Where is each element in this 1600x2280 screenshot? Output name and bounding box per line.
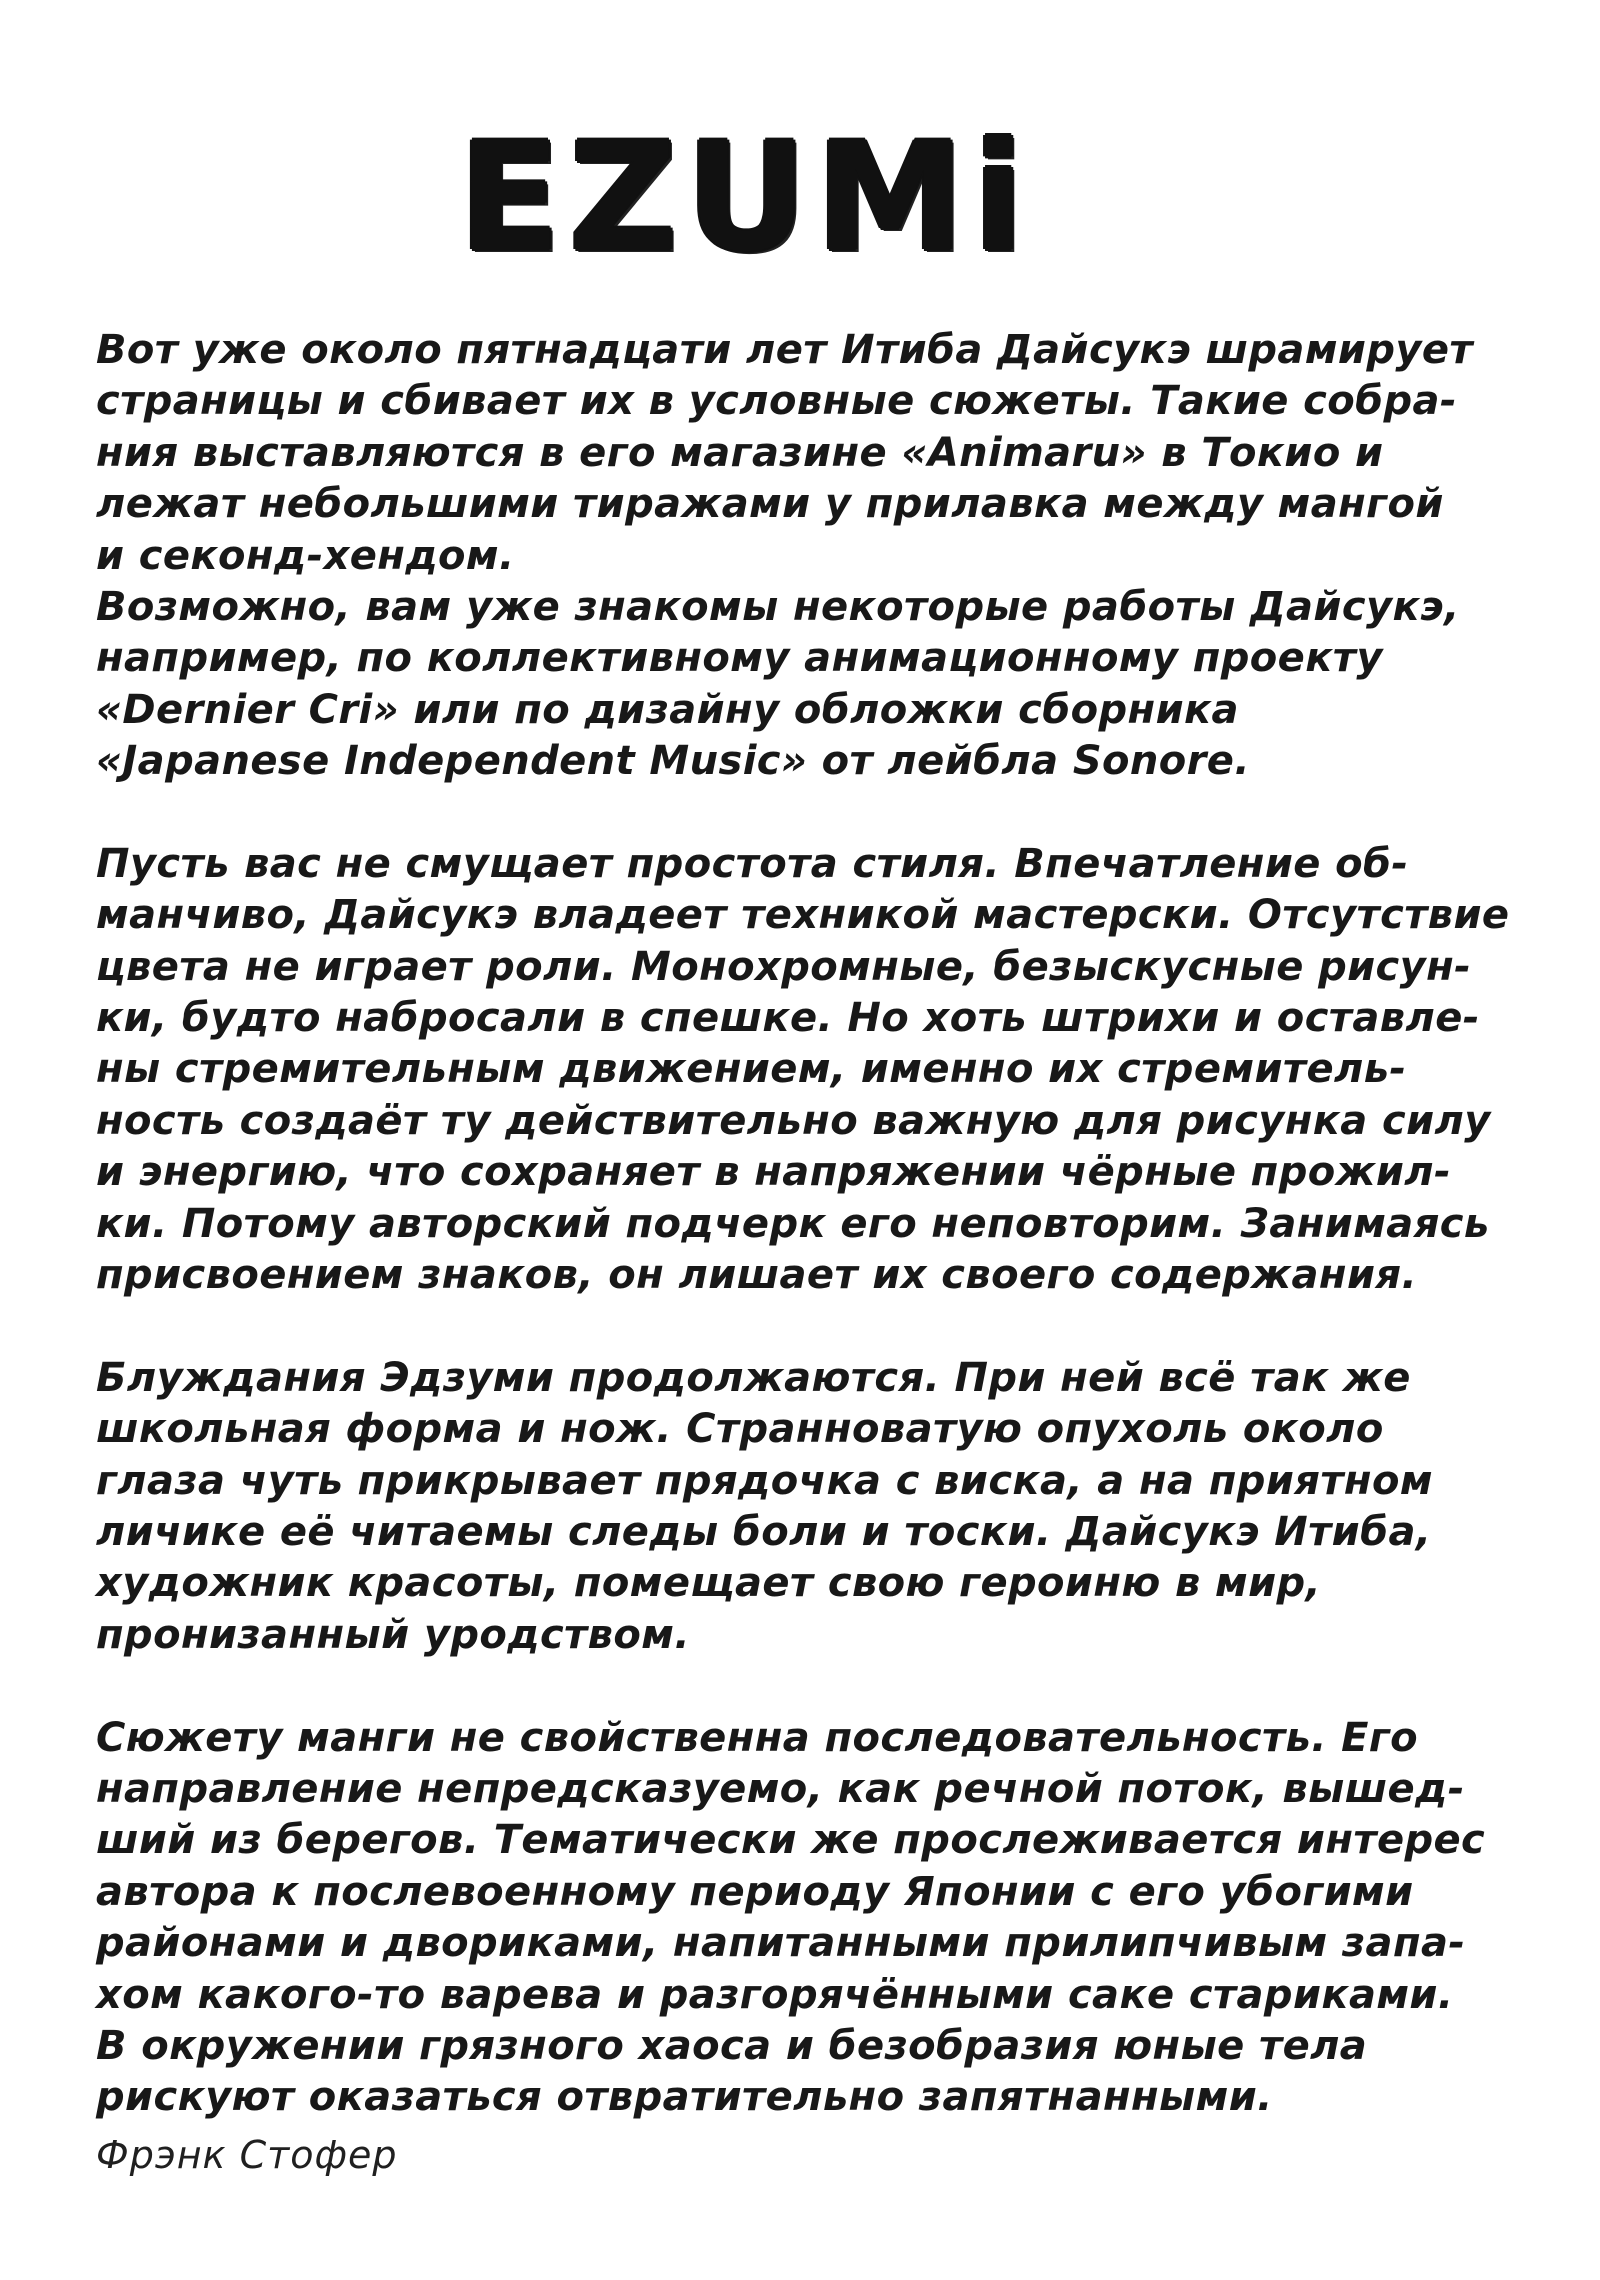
text-line: и секонд-хендом. bbox=[96, 532, 515, 579]
text-line: пронизанный уродством. bbox=[96, 1611, 690, 1658]
text-line: Вот уже около пятнадцати лет Итиба Дайсукэ шрамирует bbox=[96, 327, 1473, 373]
text-line: страницы и сбивает их в условные сюжеты. Такие собра- bbox=[96, 378, 1457, 425]
text-line: Возможно, вам уже знакомы некоторые работы Дайсукэ, bbox=[96, 583, 1460, 630]
text-line: присвоением знаков, он лишает их своего содержания. bbox=[96, 1252, 1418, 1299]
text-line: ность создаёт ту действительно важную для рисунка силу bbox=[96, 1097, 1491, 1144]
paragraph-1 bbox=[96, 325, 1516, 788]
text-line: художник красоты, помещает свою героиню в мир, bbox=[96, 1560, 1322, 1607]
paragraph-3 bbox=[96, 1353, 1516, 1661]
text-line: например, по коллективному анимационному проекту bbox=[96, 635, 1383, 682]
text-line: ки, будто набросали в спешке. Но хоть штрихи и оставле- bbox=[96, 995, 1480, 1042]
text-line: личике её читаемы следы боли и тоски. Дайсукэ Итиба, bbox=[96, 1508, 1432, 1555]
author-signature: Фрэнк Стофер bbox=[96, 2133, 398, 2177]
text-line: ны стремительным движением, именно их стремитель- bbox=[96, 1046, 1407, 1093]
paragraph-2 bbox=[96, 839, 1516, 1302]
page-title: EZUMi bbox=[458, 111, 1032, 285]
text-line: хом какого-то варева и разгорячёнными саке стариками. bbox=[96, 1971, 1454, 2018]
text-line: «Japanese Independent Music» от лейбла Sonore. bbox=[96, 738, 1250, 785]
paragraph-gap bbox=[96, 1301, 1516, 1352]
text-line: Блуждания Эдзуми продолжаются. При ней всё так же bbox=[96, 1354, 1411, 1401]
paragraph-gap bbox=[96, 1661, 1516, 1712]
text-line: Сюжету манги не свойственна последовательность. Его bbox=[96, 1714, 1419, 1761]
text-line: Пусть вас не смущает простота стиля. Впечатление об- bbox=[96, 840, 1409, 887]
text-line: цвета не играет роли. Монохромные, безыскусные рисун- bbox=[96, 943, 1472, 990]
text-line: направление непредсказуемо, как речной поток, вышед- bbox=[96, 1765, 1465, 1812]
paragraph-4 bbox=[96, 1713, 1516, 2124]
text-line: школьная форма и нож. Странноватую опухоль около bbox=[96, 1406, 1384, 1453]
text-line: лежат небольшими тиражами у прилавка между мангой bbox=[96, 481, 1444, 528]
text-line: глаза чуть прикрывает прядочка с виска, а на приятном bbox=[96, 1457, 1433, 1504]
text-line: В окружении грязного хаоса и безобразия юные тела bbox=[96, 2022, 1368, 2069]
text-line: ший из берегов. Тематически же прослеживается интерес bbox=[96, 1817, 1486, 1864]
text-line: и энергию, что сохраняет в напряжении чёрные прожил- bbox=[96, 1149, 1451, 1196]
paragraph-gap bbox=[96, 788, 1516, 839]
text-line: ния выставляются в его магазине «Animaru» в Токио и bbox=[96, 429, 1384, 476]
text-line: «Dernier Cri» или по дизайну обложки сборника bbox=[96, 686, 1239, 733]
text-line: манчиво, Дайсукэ владеет техникой мастерски. Отсутствие bbox=[96, 892, 1510, 939]
text-line: рискуют оказаться отвратительно запятнанными. bbox=[96, 2074, 1273, 2121]
text-line: ки. Потому авторский подчерк его неповторим. Занимаясь bbox=[96, 1200, 1490, 1247]
text-line: районами и двориками, напитанными прилипчивым запа- bbox=[96, 1920, 1466, 1967]
article-body bbox=[96, 325, 1516, 2124]
text-line: автора к послевоенному периоду Японии с его убогими bbox=[96, 1868, 1414, 1915]
